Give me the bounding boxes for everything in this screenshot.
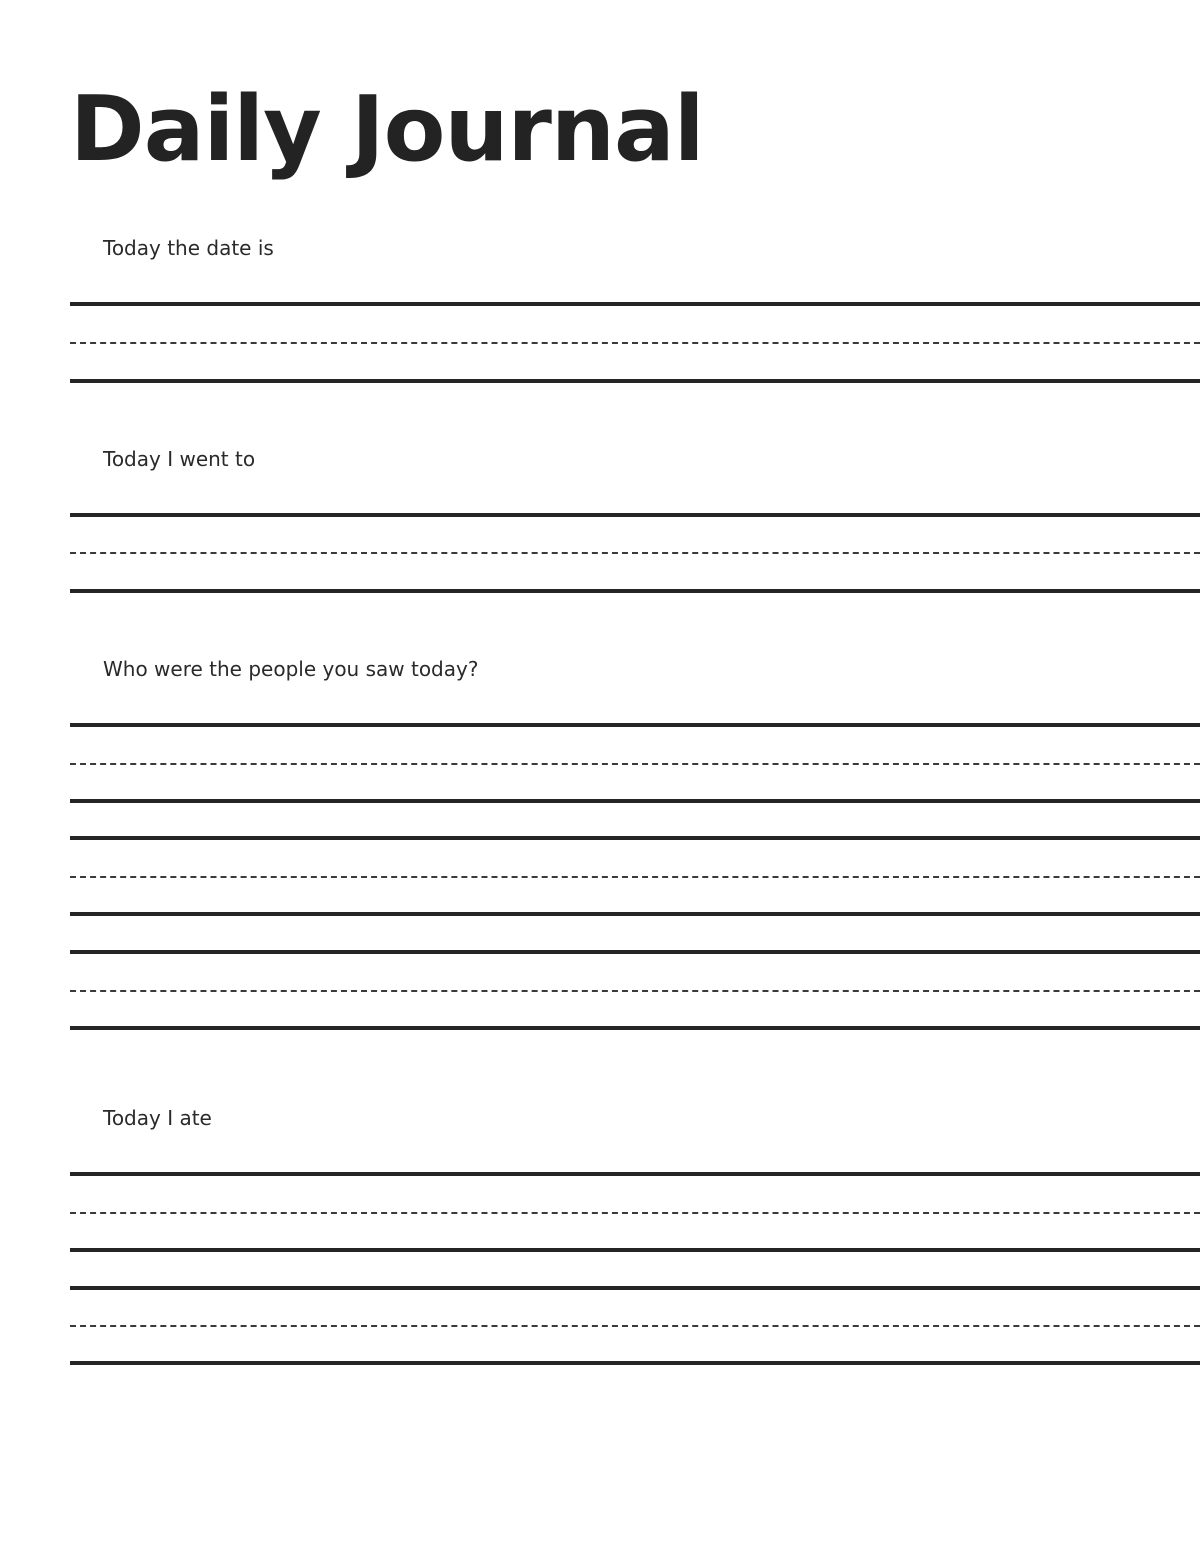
writing-line-top bbox=[70, 1172, 1200, 1176]
writing-line-top bbox=[70, 513, 1200, 517]
writing-line-top bbox=[70, 1286, 1200, 1290]
writing-line-top bbox=[70, 723, 1200, 727]
prompt-went-to: Today I went to bbox=[103, 447, 256, 471]
writing-line-base bbox=[70, 1361, 1200, 1365]
writing-line-base bbox=[70, 799, 1200, 803]
prompt-people: Who were the people you saw today? bbox=[103, 657, 479, 681]
writing-line-midline bbox=[70, 1212, 1200, 1214]
prompt-date: Today the date is bbox=[103, 236, 274, 260]
prompt-ate: Today I ate bbox=[103, 1106, 212, 1130]
writing-line-base bbox=[70, 912, 1200, 916]
page-title: Daily Journal bbox=[70, 77, 704, 182]
writing-line-midline bbox=[70, 990, 1200, 992]
writing-line-midline bbox=[70, 552, 1200, 554]
writing-line-base bbox=[70, 379, 1200, 383]
writing-line-base bbox=[70, 1248, 1200, 1252]
writing-line-midline bbox=[70, 876, 1200, 878]
writing-line-base bbox=[70, 589, 1200, 593]
writing-line-midline bbox=[70, 763, 1200, 765]
writing-line-midline bbox=[70, 342, 1200, 344]
writing-line-top bbox=[70, 836, 1200, 840]
writing-line-top bbox=[70, 950, 1200, 954]
writing-line-base bbox=[70, 1026, 1200, 1030]
writing-line-top bbox=[70, 302, 1200, 306]
writing-line-midline bbox=[70, 1325, 1200, 1327]
